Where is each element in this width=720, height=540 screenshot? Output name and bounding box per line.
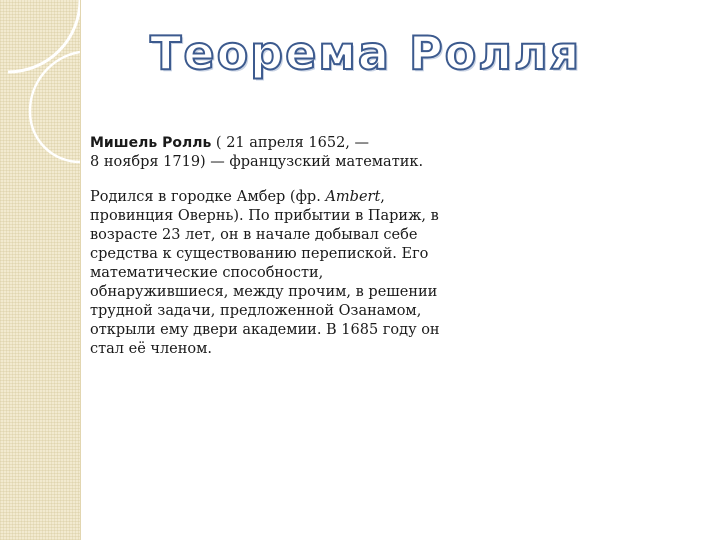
birth-date-text: ( 21 апреля 1652, —: [211, 135, 370, 151]
details-italic-text: Ambert: [325, 189, 381, 205]
death-date-text: 8 ноября 1719) — французский математик.: [90, 154, 424, 170]
details-text-start: Родился в городке Амбер (фр.: [90, 189, 326, 205]
decorative-arcs: [0, 0, 80, 540]
details-text-end: , провинция Овернь). По прибытии в Париж, в возрасте 23 лет, он в начале добывал себе средства к существованию перепиской. Его математические способности, обнаружившиеся, между прочим, в решении трудной задачи, предложенной Озанамом, открыли ему двери академии. В 1685 году он стал её членом.: [90, 189, 440, 357]
slide-body: [90, 134, 460, 375]
biography-details: [90, 188, 460, 359]
person-name: Мишель Ролль: [90, 135, 212, 151]
slide-title: Теорема Ролля: [150, 26, 582, 80]
decorative-side-strip: [0, 0, 81, 540]
biography-intro: [90, 134, 460, 172]
